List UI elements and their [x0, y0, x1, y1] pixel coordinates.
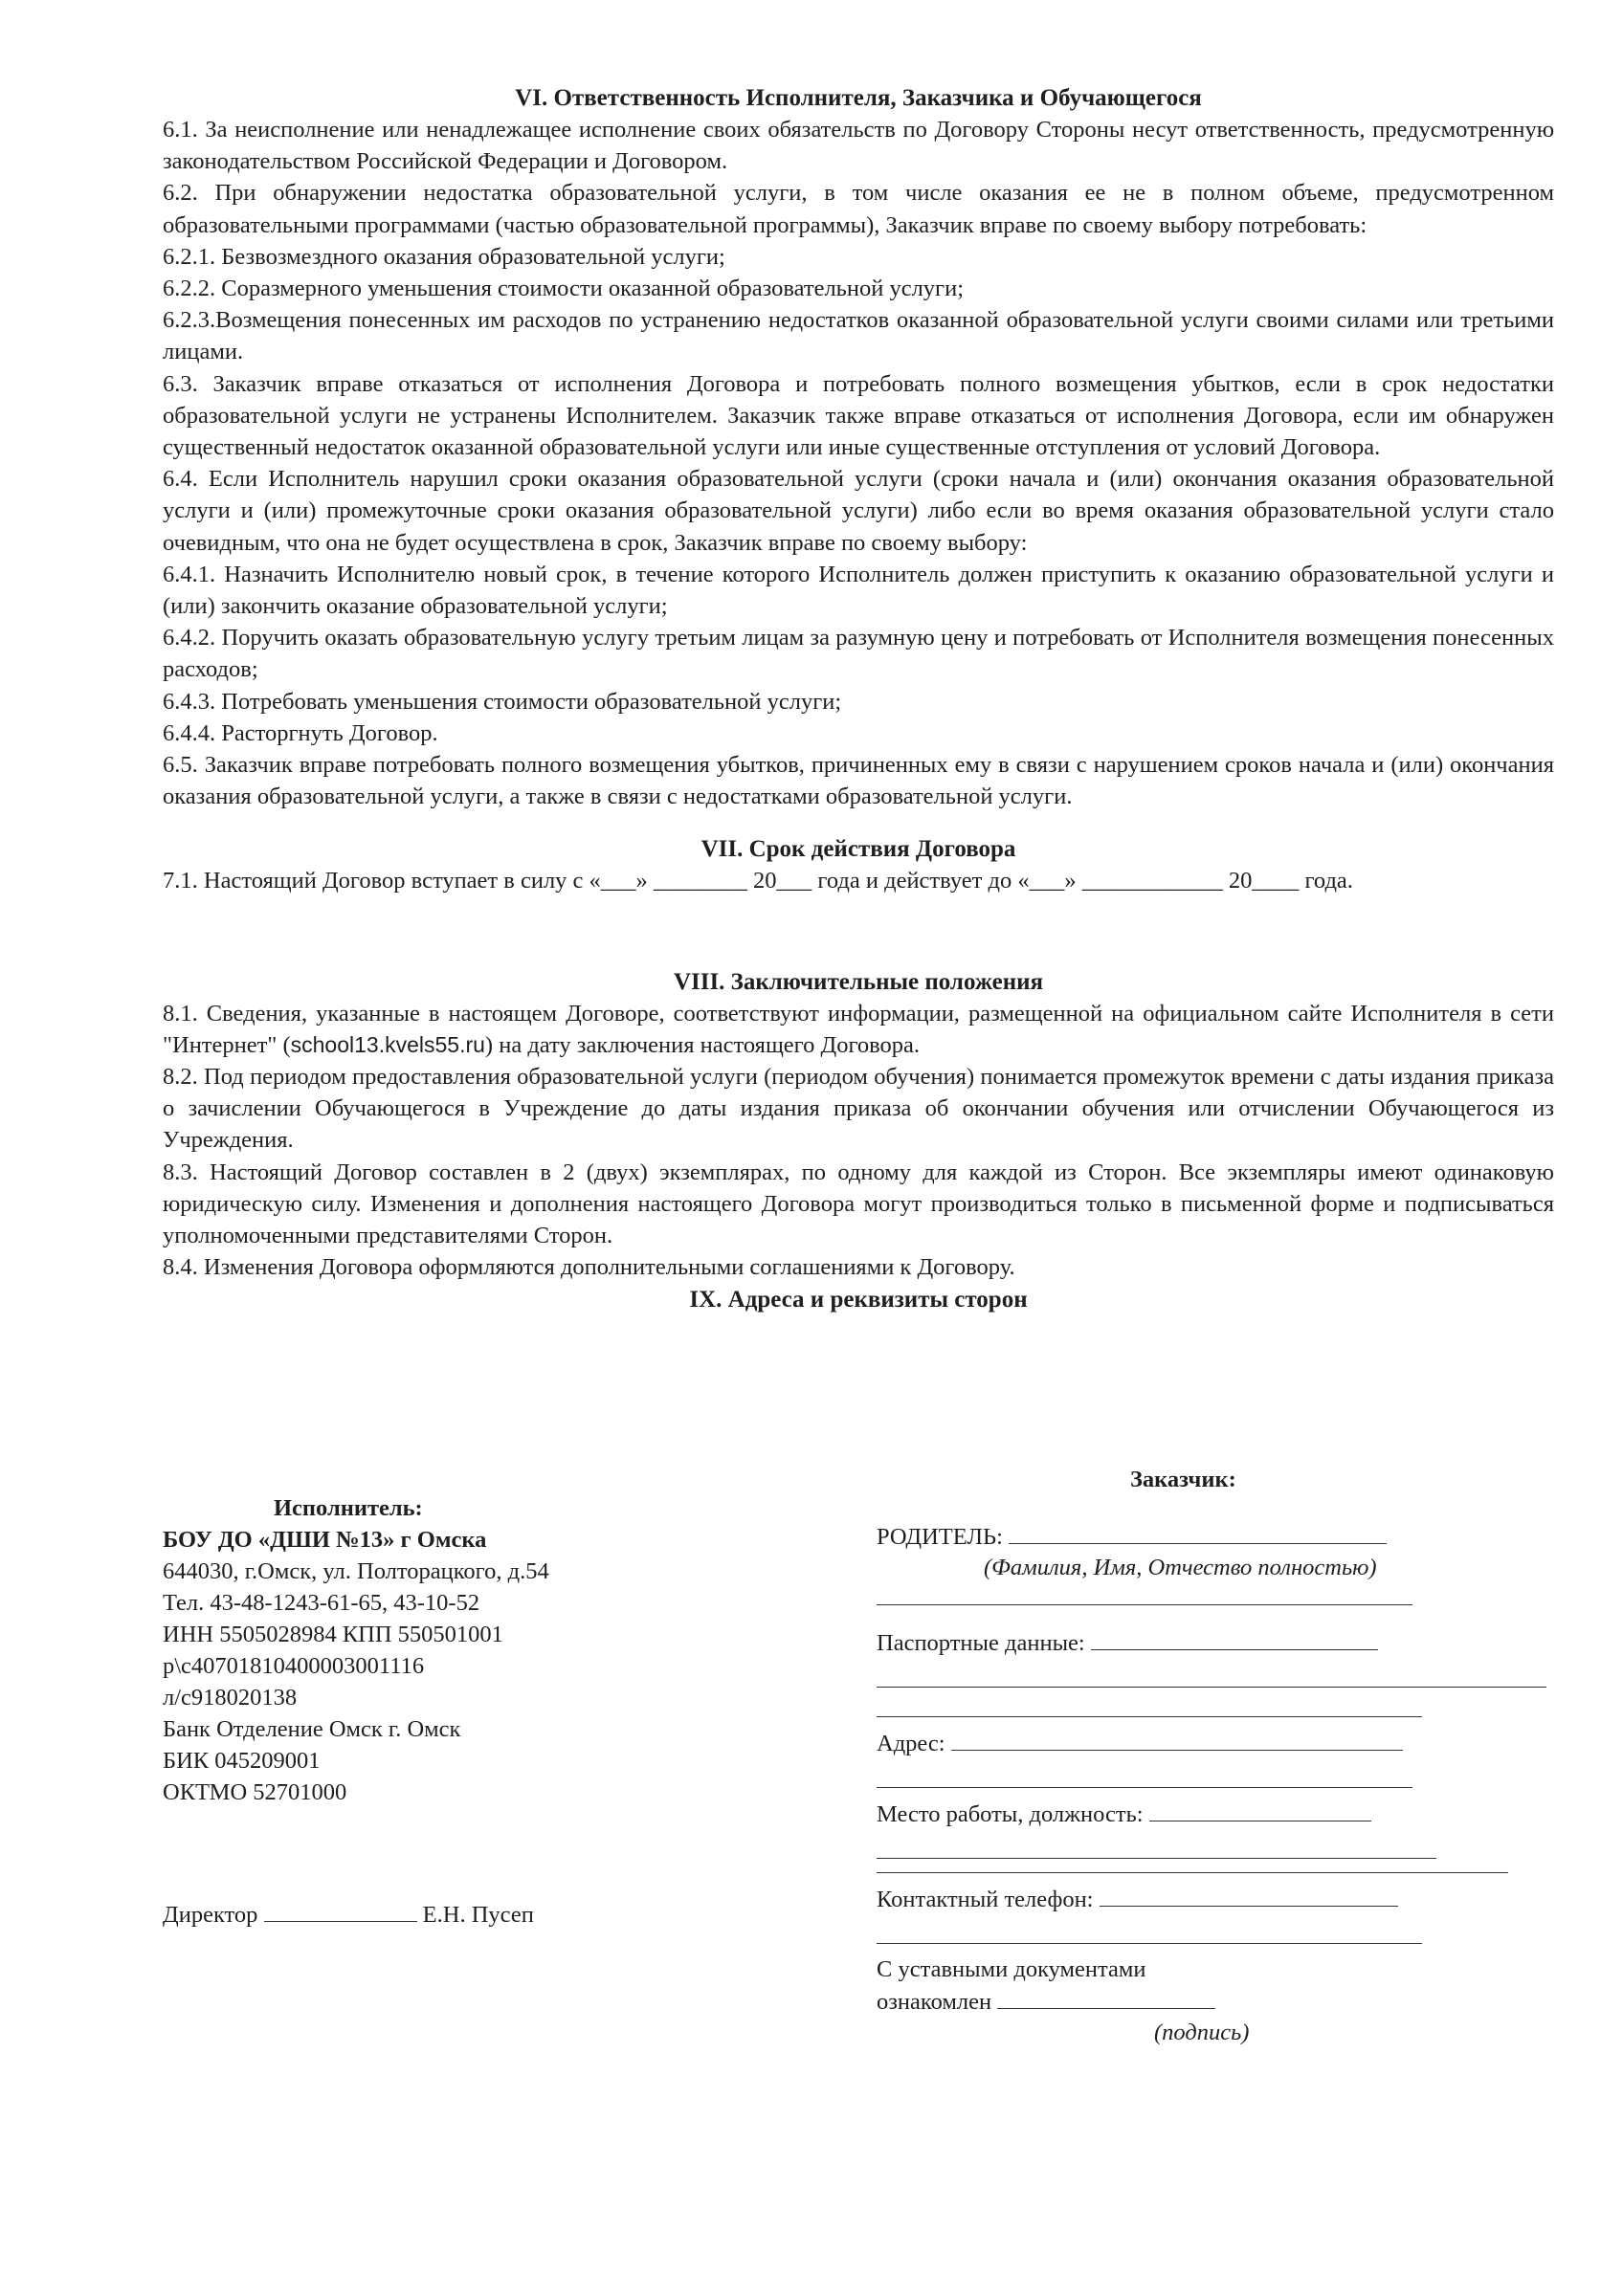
- work-label: Место работы, должность:: [877, 1801, 1144, 1827]
- clause-6-2: 6.2. При обнаружении недостатка образовательной услуги, в том числе оказания ее не в полном объеме, предусмотренном образовательными программами (частью образовательной программы), Заказчик вправе по своему выбору потребовать:: [163, 180, 1554, 238]
- executor-org-name: БОУ ДО «ДШИ №13» г Омска: [163, 1527, 487, 1553]
- director-label: Директор: [163, 1902, 258, 1928]
- parent-label: РОДИТЕЛЬ:: [877, 1524, 1003, 1550]
- executor-oktmo: ОКТМО 52701000: [163, 1779, 347, 1805]
- clause-8-2: 8.2. Под периодом предоставления образовательной услуги (периодом обучения) понимается промежуток времени с даты издания приказа о зачислении Обучающегося в Учреждение до даты издания приказа об окончании обучения или отчислении Обучающегося из Учреждения.: [163, 1064, 1554, 1154]
- contract-body: [163, 82, 1554, 1315]
- charter-label: ознакомлен: [877, 1989, 992, 2015]
- blank-line[interactable]: [877, 1716, 1422, 1717]
- clause-6-4: 6.4. Если Исполнитель нарушил сроки оказания образовательной услуги (сроки начала и (или) окончания оказания образовательной услуги и (или) промежуточные сроки оказания образовательной услуги) либо если во время оказания образовательной услуги стало очевидным, что она не будет осуществлена в срок, Заказчик вправе по своему выбору:: [163, 466, 1554, 556]
- executor-personal-account: л/с918020138: [163, 1685, 298, 1711]
- phone-blank[interactable]: [1100, 1883, 1398, 1907]
- work-blank[interactable]: [1149, 1798, 1371, 1821]
- executor-account: р\с40701810400003001116: [163, 1653, 425, 1679]
- phone-row: [877, 1883, 1566, 1914]
- executor-phone: Тел. 43-48-1243-61-65, 43-10-52: [163, 1590, 480, 1616]
- blank-line[interactable]: [877, 1872, 1508, 1873]
- executor-details: [163, 1492, 699, 1808]
- clause-6-4-1: 6.4.1. Назначить Исполнителю новый срок, в течение которого Исполнитель должен приступить к оказанию образовательной услуги и (или) закончить оказание образовательной услуги;: [163, 561, 1554, 620]
- clause-6-3: 6.3. Заказчик вправе отказаться от исполнения Договора и потребовать полного возмещения убытков, если в срок недостатки образовательной услуги не устранены Исполнителем. Заказчик также вправе отказаться от исполнения Договора, если им обнаружен существенный недостаток оказанной образовательной услуги или иные существенные отступления от условий Договора.: [163, 370, 1554, 461]
- work-row: [877, 1798, 1566, 1829]
- executor-heading: Исполнитель:: [274, 1495, 423, 1521]
- blank-line[interactable]: [877, 1787, 1412, 1788]
- clause-8-4: 8.4. Изменения Договора оформляются дополнительными соглашениями к Договору.: [163, 1254, 1015, 1281]
- passport-label: Паспортные данные:: [877, 1630, 1085, 1656]
- clause-6-2-3: 6.2.3.Возмещения понесенных им расходов по устранению недостатков оказанной образовательной услуги своими силами или третьими лицами.: [163, 307, 1554, 365]
- signature-hint: (подпись): [1154, 2020, 1250, 2045]
- blank-line[interactable]: [877, 1858, 1436, 1859]
- section-8-title: VIII. Заключительные положения: [673, 968, 1044, 995]
- clause-6-4-4: 6.4.4. Расторгнуть Договор.: [163, 719, 438, 746]
- clause-6-2-1: 6.2.1. Безвозмездного оказания образовательной услуги;: [163, 243, 725, 270]
- director-signature: [163, 1898, 534, 1929]
- clause-6-1: 6.1. За неисполнение или ненадлежащее исполнение своих обязательств по Договору Стороны несут ответственность, предусмотренную законодательством Российской Федерации и Договором.: [163, 117, 1554, 175]
- passport-row: [877, 1626, 1566, 1658]
- clause-8-3: 8.3. Настоящий Договор составлен в 2 (двух) экземплярах, по одному для каждой из Сторон. Все экземпляры имеют одинаковую юридическую силу. Изменения и дополнения настоящего Договора могут производиться только в письменной форме и подписываться уполномоченными представителями Сторон.: [163, 1159, 1554, 1249]
- phone-label: Контактный телефон:: [877, 1887, 1094, 1912]
- clause-8-1-start: 8.1. Сведения, указанные в настоящем Договоре, соответствуют информации, размещенной на официальном сайте Исполнителя в сети "Интернет" (: [163, 1000, 1554, 1058]
- website-link[interactable]: school13.kvels55.ru: [290, 1031, 485, 1057]
- executor-address: 644030, г.Омск, ул. Полторацкого, д.54: [163, 1558, 549, 1584]
- charter-line-1: С уставными документами: [877, 1956, 1146, 1982]
- parent-name-blank[interactable]: [1009, 1520, 1387, 1544]
- clause-8-1-end: ) на дату заключения настоящего Договора.: [484, 1031, 921, 1058]
- passport-blank[interactable]: [1091, 1626, 1378, 1650]
- executor-bik: БИК 045209001: [163, 1748, 321, 1774]
- clause-7-1: 7.1. Настоящий Договор вступает в силу с «___» ________ 20___ года и действует до «___» ____________ 20____ года.: [163, 868, 1353, 894]
- clause-6-5: 6.5. Заказчик вправе потребовать полного возмещения убытков, причиненных ему в связи с нарушением сроков начала и (или) окончания оказания образовательной услуги, а также в связи с недостатками образовательной услуги.: [163, 752, 1554, 810]
- section-6-title: VI. Ответственность Исполнителя, Заказчика и Обучающегося: [515, 85, 1202, 111]
- director-signature-blank[interactable]: [264, 1898, 417, 1922]
- customer-heading: Заказчик:: [1130, 1467, 1236, 1492]
- blank-line[interactable]: [877, 1687, 1546, 1688]
- address-label: Адрес:: [877, 1731, 945, 1756]
- blank-line[interactable]: [877, 1943, 1422, 1944]
- clause-6-4-3: 6.4.3. Потребовать уменьшения стоимости образовательной услуги;: [163, 688, 842, 715]
- clause-6-4-2: 6.4.2. Поручить оказать образовательную услугу третьим лицам за разумную цену и потребовать от Исполнителя возмещения понесенных расходов;: [163, 625, 1554, 683]
- director-name: Е.Н. Пусеп: [422, 1902, 534, 1928]
- charter-signature-blank[interactable]: [997, 1985, 1215, 2009]
- charter-row: [877, 1985, 1566, 2017]
- name-hint: (Фамилия, Имя, Отчество полностью): [984, 1555, 1377, 1580]
- executor-inn-kpp: ИНН 5505028984 КПП 550501001: [163, 1622, 503, 1647]
- section-9-title: IX. Адреса и реквизиты сторон: [689, 1286, 1028, 1313]
- blank-line[interactable]: [877, 1604, 1412, 1605]
- address-blank[interactable]: [951, 1727, 1403, 1751]
- clause-8-1: [163, 998, 1554, 1061]
- section-7-title: VII. Срок действия Договора: [700, 836, 1016, 863]
- executor-bank: Банк Отделение Омск г. Омск: [163, 1716, 461, 1742]
- parent-row: [877, 1520, 1566, 1552]
- customer-details: [877, 1464, 1566, 2048]
- address-row: [877, 1727, 1566, 1758]
- clause-6-2-2: 6.2.2. Соразмерного уменьшения стоимости оказанной образовательной услуги;: [163, 276, 965, 302]
